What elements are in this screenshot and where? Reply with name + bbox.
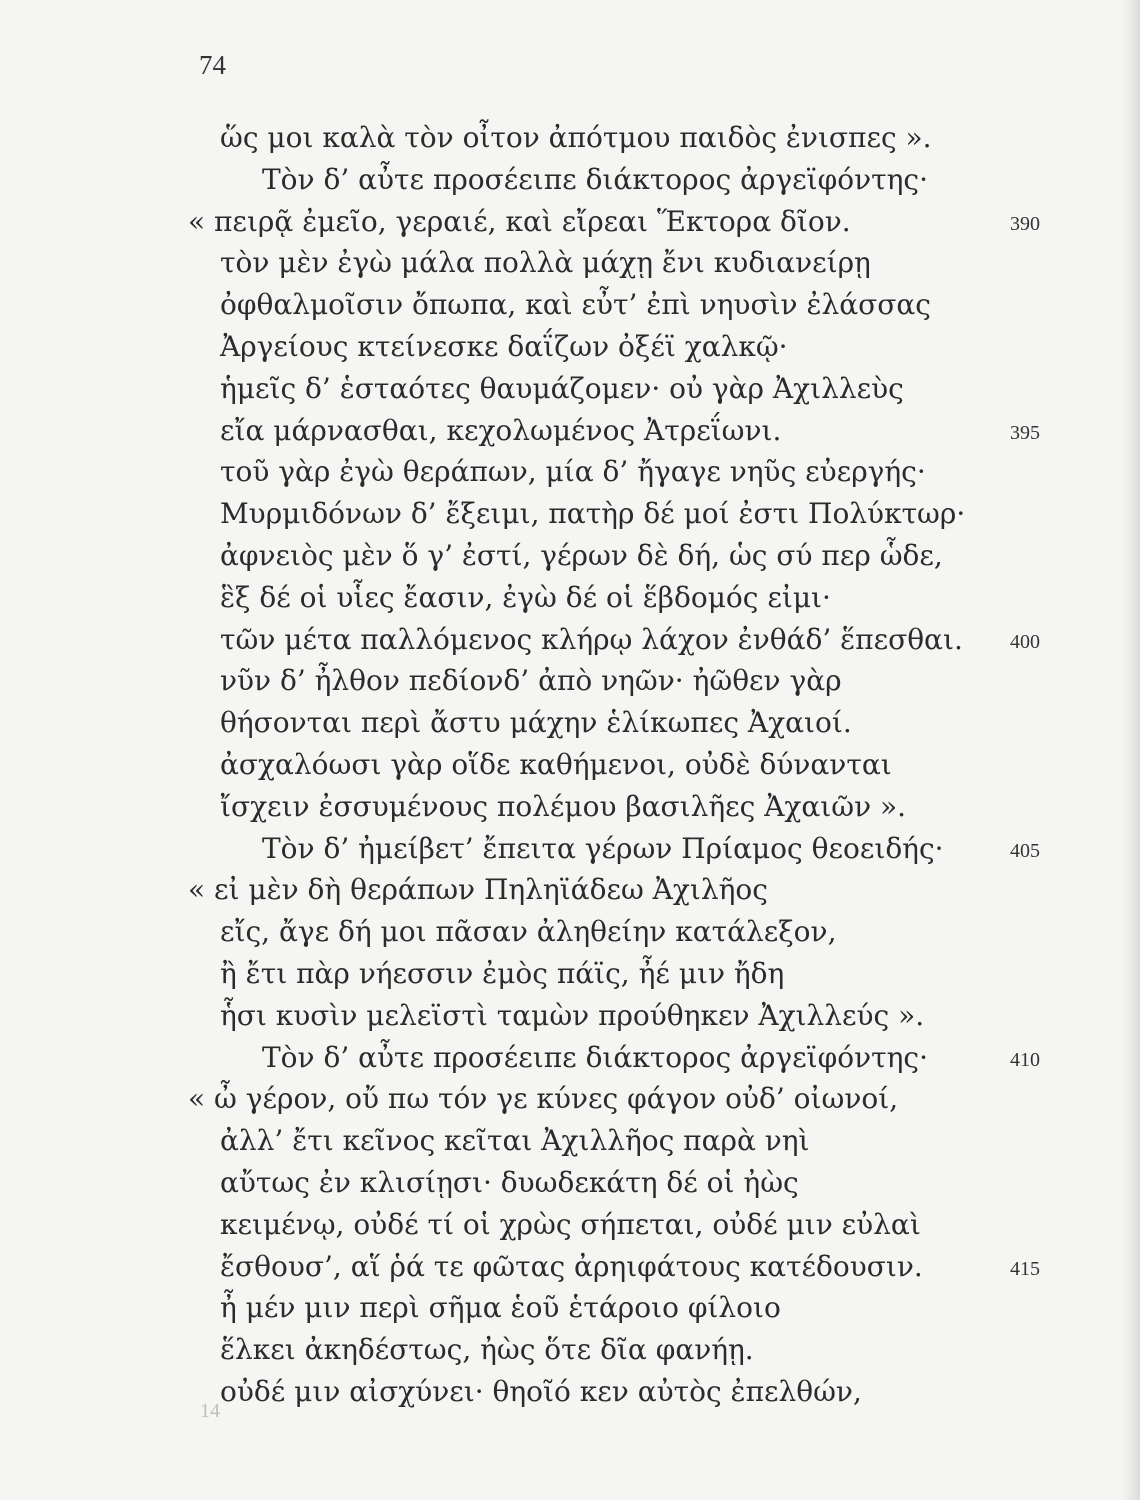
verse-text: οὐδέ μιν αἰσχύνει· θηοῖό κεν αὐτὸς ἐπελθών, <box>220 1375 862 1408</box>
verse-line <box>262 1038 928 1078</box>
verse-text: ἢ ἔτι πὰρ νήεσσιν ἐμὸς πάϊς, ἦέ μιν ἤδη <box>220 957 785 990</box>
verse-text: θήσονται περὶ ἄστυ μάχην ἑλίκωπες Ἀχαιοί. <box>220 706 852 740</box>
verse-line <box>220 369 904 409</box>
verse-line <box>188 202 851 242</box>
verse-text: αὔτως ἐν κλισίῃσι· δυωδεκάτη δέ οἱ ἠὼς <box>220 1166 799 1199</box>
verse-line <box>188 870 768 910</box>
verse-text: Ἀργείους κτείνεσκε δαΐζων ὀξέϊ χαλκῷ· <box>220 330 788 363</box>
line-number: 405 <box>1010 839 1040 862</box>
verse-text: ὀφθαλμοῖσιν ὄπωπα, καὶ εὖτ’ ἐπὶ νηυσὶν ἐλάσσας <box>220 288 931 322</box>
verse-text: νῦν δ’ ἦλθον πεδίονδ’ ἀπὸ νηῶν· ἠῶθεν γὰρ <box>220 664 842 698</box>
verse-text: « ὦ γέρον, οὔ πω τόν γε κύνες φάγον οὐδ’ οἰωνοί, <box>188 1082 899 1116</box>
verse-text: ἀλλ’ ἔτι κεῖνος κεῖται Ἀχιλλῆος παρὰ νηὶ <box>220 1124 810 1158</box>
verse-line <box>220 1121 810 1161</box>
verse-line <box>220 787 906 827</box>
verse-line <box>262 160 928 200</box>
verse-line <box>220 118 932 158</box>
verse-line <box>220 1372 862 1412</box>
verse-line <box>220 1247 923 1287</box>
verse-line <box>220 1163 799 1203</box>
verse-line <box>220 285 931 325</box>
verse-line <box>188 1079 898 1119</box>
verse-line <box>262 829 944 869</box>
verse-line <box>220 327 788 367</box>
verse-text: ἧσι κυσὶν μελεϊστὶ ταμὼν προύθηκεν Ἀχιλλεύς ». <box>220 998 925 1032</box>
line-number: 395 <box>1010 421 1040 444</box>
verse-text: Τὸν δ’ αὖτε προσέειπε διάκτορος ἀργεϊφόντης· <box>262 1040 928 1074</box>
verse-line <box>220 620 963 660</box>
verse-text: τὸν μὲν ἐγὼ μάλα πολλὰ μάχῃ ἔνι κυδιανείρῃ <box>220 246 871 280</box>
verse-text: τῶν μέτα παλλόμενος κλήρῳ λάχον ἐνθάδ’ ἕπεσθαι. <box>220 622 963 656</box>
verse-line <box>220 494 965 534</box>
verse-text: Τὸν δ’ ἠμείβετ’ ἔπειτα γέρων Πρίαμος θεοειδής· <box>262 831 944 865</box>
verse-line <box>220 912 836 952</box>
verse-text: Τὸν δ’ αὖτε προσέειπε διάκτορος ἀργεϊφόντης· <box>262 162 928 196</box>
verse-line <box>220 996 924 1036</box>
verse-line <box>220 954 784 994</box>
line-number: 415 <box>1010 1257 1040 1280</box>
verse-line <box>220 1330 754 1370</box>
verse-line <box>220 536 943 576</box>
verse-text: εἴς, ἄγε δή μοι πᾶσαν ἀληθείην κατάλεξον, <box>220 915 837 949</box>
verse-text: τοῦ γὰρ ἐγὼ θεράπων, μία δ’ ἤγαγε νηῦς εὐεργής· <box>220 455 926 489</box>
signature-mark: 14 <box>200 1400 220 1422</box>
page-number: 74 <box>199 50 226 80</box>
verse-text: κειμένῳ, οὐδέ τί οἱ χρὼς σήπεται, οὐδέ μιν εὐλαὶ <box>220 1207 921 1241</box>
verse-line <box>220 1205 921 1245</box>
verse-line <box>220 703 852 743</box>
verse-line <box>220 661 842 701</box>
verse-line <box>220 411 781 451</box>
line-number: 390 <box>1010 212 1040 235</box>
verse-text: ἓξ δέ οἱ υἷες ἔασιν, ἐγὼ δέ οἱ ἕβδομός εἰμι· <box>220 580 831 614</box>
verse-text: ἀσχαλόωσι γὰρ οἵδε καθήμενοι, οὐδὲ δύνανται <box>220 748 892 781</box>
verse-text: ἀφνειὸς μὲν ὅ γ’ ἐστί, γέρων δὲ δή, ὡς σύ περ ὧδε, <box>220 539 943 572</box>
verse-text: ἡμεῖς δ’ ἑσταότες θαυμάζομεν· οὐ γὰρ Ἀχιλλεὺς <box>220 371 904 405</box>
line-number: 410 <box>1010 1048 1040 1071</box>
verse-line <box>220 578 831 618</box>
verse-text: ὥς μοι καλὰ τὸν οἶτον ἀπότμου παιδὸς ἐνισπες ». <box>220 121 932 154</box>
verse-text: ἔσθουσ’, αἵ ῥά τε φῶτας ἀρηιφάτους κατέδουσιν. <box>220 1249 923 1283</box>
verse-line <box>220 1288 781 1328</box>
verse-text: ἦ μέν μιν περὶ σῆμα ἑοῦ ἑτάροιο φίλοιο <box>220 1291 781 1325</box>
verse-text: ἴσχειν ἐσσυμένους πολέμου βασιλῆες Ἀχαιῶν ». <box>220 789 907 823</box>
verse-line <box>220 745 892 785</box>
verse-text: ἕλκει ἀκηδέστως, ἠὼς ὅτε δῖα φανήῃ. <box>220 1333 754 1367</box>
verse-text: Μυρμιδόνων δ’ ἔξειμι, πατὴρ δέ μοί ἐστι Πολύκτωρ· <box>220 497 966 531</box>
line-number: 400 <box>1010 630 1040 653</box>
verse-text: « πειρᾷ ἐμεῖο, γεραιέ, καὶ εἴρεαι Ἕκτορα δῖον. <box>188 204 851 238</box>
verse-line <box>220 452 926 492</box>
verse-text: « εἰ μὲν δὴ θεράπων Πηληϊάδεω Ἀχιλῆος <box>188 873 768 907</box>
verse-line <box>220 243 871 283</box>
verse-text: εἴα μάρνασθαι, κεχολωμένος Ἀτρεΐωνι. <box>220 413 782 447</box>
